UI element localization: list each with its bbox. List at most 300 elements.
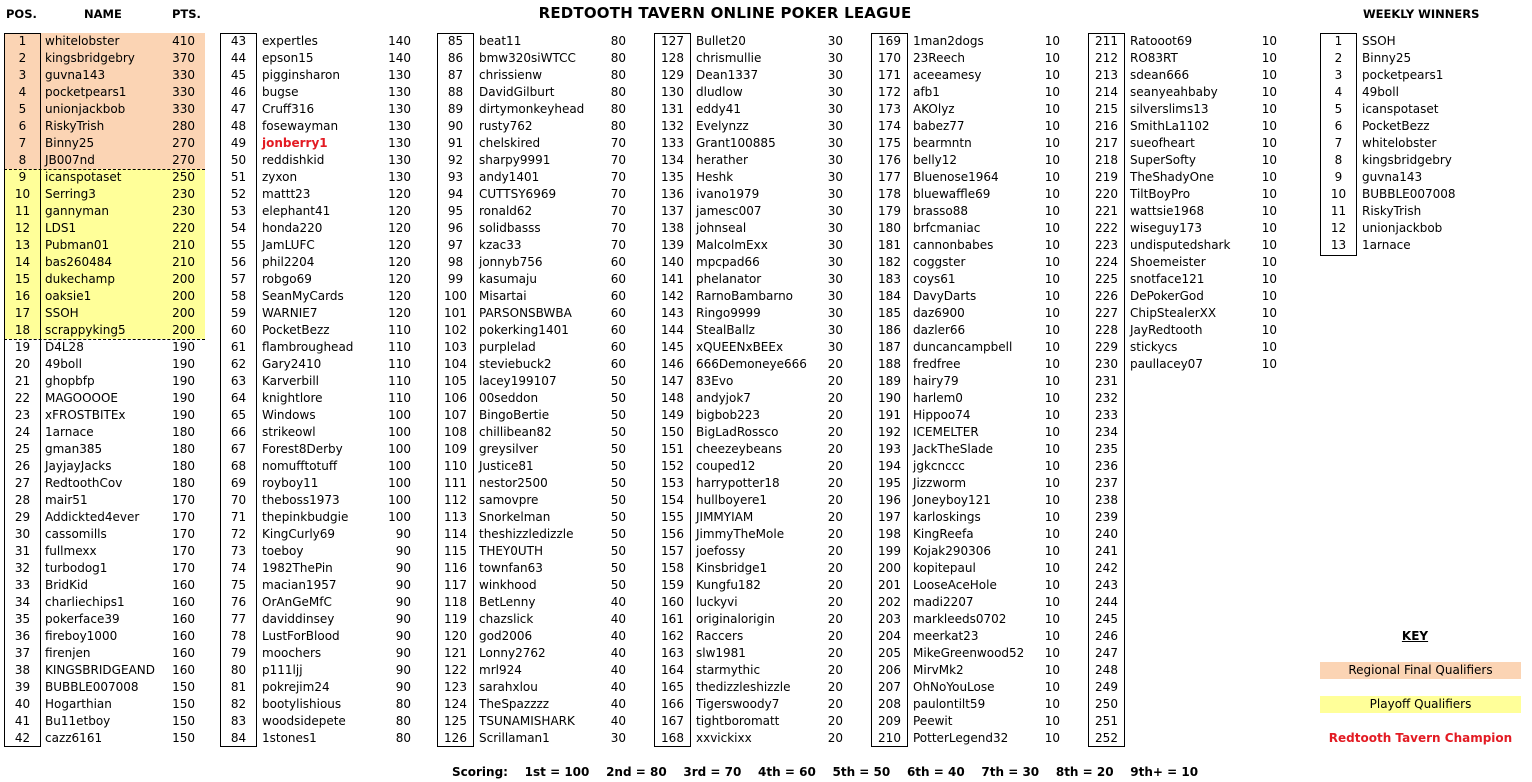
position-cell: 126 [444,731,467,745]
position-cell: 57 [230,272,247,286]
player-name-cell: thepinkbudgie [262,510,349,524]
points-cell: 60 [610,340,626,354]
player-name-cell: 00seddon [479,391,539,405]
position-cell: 116 [444,561,467,575]
player-name-cell: solidbasss [479,221,541,235]
position-cell: 48 [230,119,247,133]
player-name-cell: nestor2500 [479,476,548,490]
points-cell: 30 [827,238,843,252]
points-cell: 10 [1044,476,1060,490]
week-number-cell: 12 [1330,221,1347,235]
position-cell: 68 [230,459,247,473]
position-cell: 95 [447,204,464,218]
position-cell: 238 [1095,493,1118,507]
player-name-cell: royboy11 [262,476,319,490]
player-name-cell: RO83RT [1130,51,1178,65]
player-name-cell: Jizzworm [913,476,967,490]
winner-name-cell: BUBBLE007008 [1362,187,1456,201]
position-cell: 173 [878,102,901,116]
position-cell: 190 [878,391,901,405]
position-cell: 243 [1095,578,1118,592]
points-cell: 40 [610,612,626,626]
position-cell: 103 [444,340,467,354]
points-cell: 150 [172,697,195,711]
position-cell: 191 [878,408,901,422]
points-cell: 70 [610,170,626,184]
player-name-cell: phelanator [696,272,762,286]
position-cell: 181 [878,238,901,252]
points-cell: 100 [388,459,411,473]
week-number-cell: 10 [1330,187,1347,201]
player-name-cell: oaksie1 [45,289,92,303]
position-cell: 67 [230,442,247,456]
player-name-cell: daz6900 [913,306,965,320]
points-cell: 220 [172,221,195,235]
points-cell: 200 [172,306,195,320]
player-name-cell: TheSpazzzz [479,697,550,711]
points-cell: 100 [388,442,411,456]
position-cell: 83 [230,714,247,728]
player-name-cell: undisputedshark [1130,238,1231,252]
points-cell: 10 [1261,306,1277,320]
position-cell: 180 [878,221,901,235]
points-cell: 60 [610,357,626,371]
points-cell: 80 [395,697,411,711]
player-name-cell: Joneyboy121 [913,493,991,507]
player-name-cell: fosewayman [262,119,339,133]
points-cell: 200 [172,272,195,286]
position-cell: 230 [1095,357,1118,371]
position-cell: 58 [230,289,247,303]
player-name-cell: SuperSofty [1130,153,1196,167]
player-name-cell: wiseguy173 [1130,221,1203,235]
position-cell: 17 [14,306,31,320]
player-name-cell: slw1981 [696,646,746,660]
winner-name-cell: 49boll [1362,85,1399,99]
points-cell: 180 [172,442,195,456]
position-cell: 197 [878,510,901,524]
position-cell: 168 [661,731,684,745]
points-cell: 30 [827,153,843,167]
points-cell: 20 [827,391,843,405]
player-name-cell: originalorigin [696,612,776,626]
player-name-cell: coggster [913,255,966,269]
player-name-cell: moochers [262,646,322,660]
player-name-cell: belly12 [913,153,958,167]
key-playoff-qualifiers: Playoff Qualifiers [1320,696,1521,713]
player-name-cell: icanspotaset [45,170,122,184]
points-cell: 100 [388,476,411,490]
player-name-cell: kasumaju [479,272,537,286]
player-name-cell: kzac33 [479,238,522,252]
player-name-cell: steviebuck2 [479,357,552,371]
position-cell: 96 [447,221,464,235]
player-name-cell: beat11 [479,34,522,48]
points-cell: 40 [610,595,626,609]
player-name-cell: jonnyb756 [479,255,543,269]
player-name-cell: LDS1 [45,221,77,235]
position-cell: 102 [444,323,467,337]
winner-name-cell: pocketpears1 [1362,68,1444,82]
position-cell: 199 [878,544,901,558]
points-cell: 20 [827,527,843,541]
player-name-cell: theshizzledizzle [479,527,574,541]
position-cell: 183 [878,272,901,286]
points-cell: 50 [610,561,626,575]
points-cell: 120 [388,187,411,201]
points-cell: 10 [1044,204,1060,218]
position-cell: 31 [14,544,31,558]
player-name-cell: starmythic [696,663,761,677]
player-name-cell: mpcpad66 [696,255,760,269]
position-cell: 179 [878,204,901,218]
player-name-cell: kopitepaul [913,561,976,575]
points-cell: 270 [172,153,195,167]
position-cell: 129 [661,68,684,82]
player-name-cell: LustForBlood [262,629,340,643]
position-cell: 69 [230,476,247,490]
position-cell: 178 [878,187,901,201]
points-cell: 130 [388,102,411,116]
points-cell: 10 [1044,629,1060,643]
player-name-cell: jonberry1 [262,136,328,150]
player-name-cell: Tigerswoody7 [696,697,780,711]
player-name-cell: unionjackbob [45,102,126,116]
points-cell: 230 [172,187,195,201]
position-cell: 157 [661,544,684,558]
player-name-cell: phil2204 [262,255,315,269]
points-cell: 20 [827,442,843,456]
points-cell: 10 [1261,255,1277,269]
player-name-cell: tightboromatt [696,714,780,728]
player-name-cell: karloskings [913,510,981,524]
winner-name-cell: SSOH [1362,34,1396,48]
player-name-cell: Scrillaman1 [479,731,550,745]
week-number-cell: 1 [1334,34,1343,48]
page-title: REDTOOTH TAVERN ONLINE POKER LEAGUE [538,4,912,22]
points-cell: 10 [1044,408,1060,422]
position-cell: 124 [444,697,467,711]
player-name-cell: jamesc007 [696,204,762,218]
week-number-cell: 6 [1334,119,1343,133]
winner-name-cell: PocketBezz [1362,119,1430,133]
player-name-cell: Addickted4ever [45,510,140,524]
player-name-cell: D4L28 [45,340,84,354]
position-cell: 216 [1095,119,1118,133]
points-cell: 20 [827,697,843,711]
player-name-cell: Grant100885 [696,136,776,150]
player-name-cell: andyjok7 [696,391,751,405]
position-cell: 30 [14,527,31,541]
position-cell: 92 [447,153,464,167]
player-name-cell: xxvickixx [696,731,752,745]
points-cell: 280 [172,119,195,133]
points-cell: 10 [1044,34,1060,48]
key-title: KEY [1401,629,1429,643]
position-cell: 101 [444,306,467,320]
points-cell: 10 [1044,561,1060,575]
player-name-cell: JimmyTheMole [696,527,785,541]
week-number-cell: 7 [1334,136,1343,150]
player-name-cell: WARNIE7 [262,306,318,320]
player-name-cell: BridKid [45,578,88,592]
player-name-cell: Hippoo74 [913,408,971,422]
points-cell: 120 [388,272,411,286]
position-cell: 25 [14,442,31,456]
player-name-cell: PotterLegend32 [913,731,1009,745]
player-name-cell: Cruff316 [262,102,315,116]
player-name-cell: BigLadRossco [696,425,779,439]
player-name-cell: TSUNAMISHARK [479,714,575,728]
player-name-cell: Kojak290306 [913,544,992,558]
player-name-cell: PocketBezz [262,323,330,337]
points-cell: 70 [610,221,626,235]
position-cell: 150 [661,425,684,439]
points-cell: 30 [827,340,843,354]
player-name-cell: Snorkelman [479,510,551,524]
position-cell: 115 [444,544,467,558]
position-cell: 149 [661,408,684,422]
player-name-cell: elephant41 [262,204,331,218]
player-name-cell: ivano1979 [696,187,760,201]
points-cell: 10 [1044,459,1060,473]
qualifier-divider [4,169,205,170]
points-cell: 40 [610,629,626,643]
position-cell: 241 [1095,544,1118,558]
points-cell: 30 [827,136,843,150]
position-cell: 228 [1095,323,1118,337]
points-cell: 10 [1261,51,1277,65]
position-cell: 202 [878,595,901,609]
points-cell: 190 [172,340,195,354]
points-cell: 10 [1044,680,1060,694]
position-cell: 144 [661,323,684,337]
points-cell: 10 [1044,493,1060,507]
player-name-cell: Bluenose1964 [913,170,999,184]
points-cell: 10 [1044,85,1060,99]
points-cell: 130 [388,136,411,150]
player-name-cell: Heshk [696,170,734,184]
position-cell: 187 [878,340,901,354]
position-cell: 119 [444,612,467,626]
position-cell: 125 [444,714,467,728]
player-name-cell: JamLUFC [262,238,315,252]
position-cell: 36 [14,629,31,643]
position-cell: 14 [14,255,31,269]
position-cell: 212 [1095,51,1118,65]
position-cell: 74 [230,561,247,575]
position-cell: 249 [1095,680,1118,694]
position-cell: 172 [878,85,901,99]
points-cell: 10 [1044,119,1060,133]
position-cell: 136 [661,187,684,201]
points-cell: 270 [172,136,195,150]
points-cell: 30 [827,187,843,201]
points-cell: 90 [395,663,411,677]
player-name-cell: cassomills [45,527,107,541]
points-cell: 150 [172,680,195,694]
position-cell: 213 [1095,68,1118,82]
player-name-cell: DePokerGod [1130,289,1204,303]
position-cell: 206 [878,663,901,677]
position-cell: 84 [230,731,247,745]
position-cell: 164 [661,663,684,677]
position-cell: 224 [1095,255,1118,269]
player-name-cell: SeanMyCards [262,289,344,303]
points-cell: 50 [610,425,626,439]
points-cell: 170 [172,544,195,558]
position-cell: 63 [230,374,247,388]
player-name-cell: dukechamp [45,272,115,286]
player-name-cell: babez77 [913,119,965,133]
player-name-cell: sarahxlou [479,680,538,694]
player-name-cell: sueofheart [1130,136,1195,150]
player-name-cell: bas260484 [45,255,113,269]
position-cell: 53 [230,204,247,218]
position-cell: 117 [444,578,467,592]
player-name-cell: 49boll [45,357,82,371]
player-name-cell: andy1401 [479,170,540,184]
player-name-cell: bigbob223 [696,408,761,422]
points-cell: 190 [172,357,195,371]
position-cell: 242 [1095,561,1118,575]
position-cell: 245 [1095,612,1118,626]
player-name-cell: bmw320siWTCC [479,51,576,65]
points-cell: 10 [1261,68,1277,82]
points-cell: 200 [172,323,195,337]
position-cell: 221 [1095,204,1118,218]
points-cell: 160 [172,629,195,643]
points-cell: 10 [1044,255,1060,269]
position-cell: 44 [230,51,247,65]
player-name-cell: Raccers [696,629,744,643]
position-cell: 98 [447,255,464,269]
points-cell: 10 [1261,340,1277,354]
position-cell: 118 [444,595,467,609]
position-cell: 223 [1095,238,1118,252]
player-name-cell: Hogarthian [45,697,112,711]
player-name-cell: madi2207 [913,595,974,609]
position-cell: 211 [1095,34,1118,48]
player-name-cell: ICEMELTER [913,425,979,439]
key-champion: Redtooth Tavern Champion [1328,731,1513,745]
position-cell: 138 [661,221,684,235]
position-cell: 39 [14,680,31,694]
player-name-cell: p111ljj [262,663,303,677]
position-cell: 217 [1095,136,1118,150]
position-cell: 218 [1095,153,1118,167]
points-cell: 100 [388,408,411,422]
player-name-cell: MAGOOOOE [45,391,119,405]
position-cell: 120 [444,629,467,643]
player-name-cell: paulontilt59 [913,697,986,711]
points-cell: 210 [172,255,195,269]
position-cell: 35 [14,612,31,626]
player-name-cell: theboss1973 [262,493,340,507]
position-cell: 27 [14,476,31,490]
position-cell: 222 [1095,221,1118,235]
points-cell: 110 [388,340,411,354]
points-cell: 330 [172,85,195,99]
points-cell: 20 [827,561,843,575]
position-cell: 188 [878,357,901,371]
points-cell: 60 [610,289,626,303]
position-cell: 215 [1095,102,1118,116]
points-cell: 10 [1261,170,1277,184]
points-cell: 20 [827,612,843,626]
points-cell: 70 [610,136,626,150]
position-cell: 23 [14,408,31,422]
player-name-cell: fullmexx [45,544,97,558]
points-cell: 10 [1261,238,1277,252]
points-cell: 90 [395,578,411,592]
player-name-cell: dazler66 [913,323,966,337]
position-cell: 231 [1095,374,1118,388]
points-cell: 20 [827,578,843,592]
position-cell: 49 [230,136,247,150]
points-cell: 30 [827,68,843,82]
player-name-cell: samovpre [479,493,539,507]
player-name-cell: pokerface39 [45,612,120,626]
position-cell: 226 [1095,289,1118,303]
position-cell: 246 [1095,629,1118,643]
player-name-cell: Windows [262,408,316,422]
player-name-cell: brfcmaniac [913,221,981,235]
points-cell: 10 [1044,646,1060,660]
position-cell: 47 [230,102,247,116]
points-cell: 40 [610,714,626,728]
position-cell: 85 [447,34,464,48]
points-cell: 20 [827,357,843,371]
points-cell: 20 [827,374,843,388]
points-cell: 20 [827,595,843,609]
points-cell: 50 [610,374,626,388]
player-name-cell: BetLenny [479,595,536,609]
points-cell: 130 [388,119,411,133]
position-cell: 146 [661,357,684,371]
position-cell: 121 [444,646,467,660]
points-cell: 40 [610,680,626,694]
player-name-cell: chrissienw [479,68,543,82]
position-cell: 82 [230,697,247,711]
player-name-cell: ghopbfp [45,374,95,388]
player-name-cell: cazz6161 [45,731,103,745]
position-cell: 28 [14,493,31,507]
position-cell: 93 [447,170,464,184]
player-name-cell: pokerking1401 [479,323,569,337]
position-cell: 123 [444,680,467,694]
scoring-legend: Scoring: 1st = 100 2nd = 80 3rd = 70 4th = 60 5th = 50 6th = 40 7th = 30 8th = 20 9th+ = 10 [452,765,1199,779]
position-cell: 201 [878,578,901,592]
position-cell: 10 [14,187,31,201]
player-name-cell: aceeamesy [913,68,982,82]
player-name-cell: johnseal [696,221,747,235]
position-cell: 200 [878,561,901,575]
player-name-cell: whitelobster [45,34,120,48]
position-cell: 205 [878,646,901,660]
player-name-cell: couped12 [696,459,756,473]
position-cell: 232 [1095,391,1118,405]
player-name-cell: Evelynzz [696,119,749,133]
points-cell: 20 [827,425,843,439]
player-name-cell: DavyDarts [913,289,977,303]
position-cell: 147 [661,374,684,388]
position-cell: 97 [447,238,464,252]
week-number-cell: 4 [1334,85,1343,99]
points-cell: 330 [172,68,195,82]
points-cell: 50 [610,476,626,490]
position-cell: 198 [878,527,901,541]
